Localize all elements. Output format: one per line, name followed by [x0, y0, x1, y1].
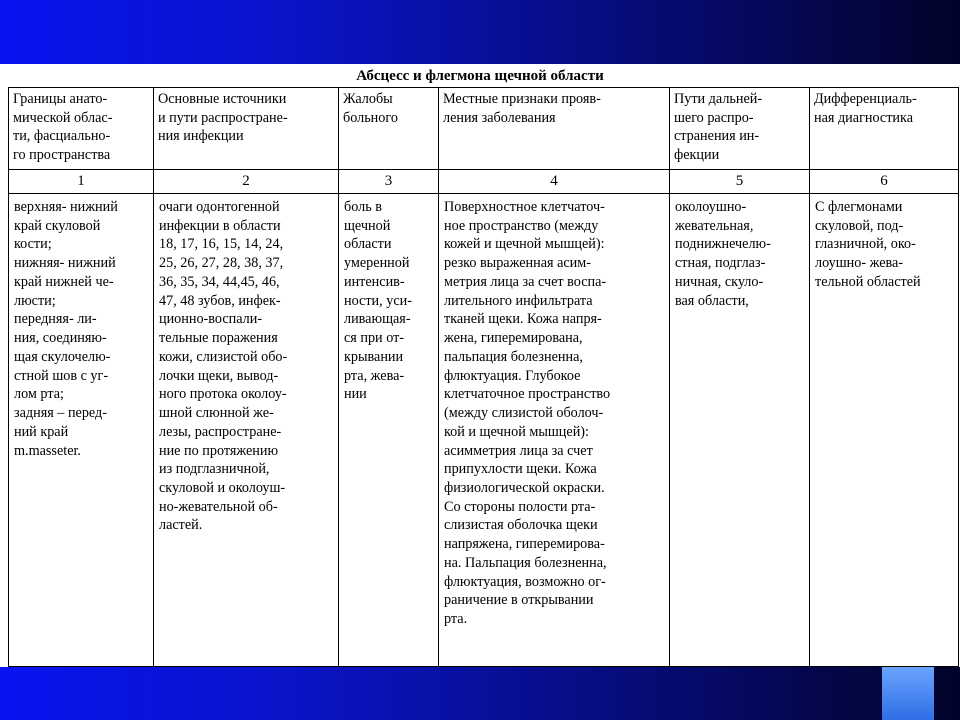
table-cell-local-signs: Поверхностное клетчаточ- ное пространство (между кожей и щечной мышцей): резко выраженная асим- метрия лица за счет воспа- лительного инфильтрата тканей щеки. Кожа напря- жена, гиперемирована, пальпация болезненна, флюктуация. Глубокое клетчаточное пространство (между слизистой оболоч- кой и щечной мышцей): асимметрия лица за счет припухлости щеки. Кожа физиологической окраски. Со стороны полости рта- слизистая оболочка щеки напряжена, гиперемирова- на. Пальпация болезненна, флюктуация, возможно ог- раничение в открывании рта. [439, 194, 670, 667]
table-row [9, 194, 959, 667]
table-cell-differential: С флегмонами скуловой, под- глазничной, око- лоушно- жева- тельной областей [810, 194, 959, 667]
table-header-row [9, 88, 959, 170]
column-header: Местные признаки прояв- ления заболевания [439, 88, 670, 170]
column-header: Пути дальней- шего распро- странения ин- фекции [670, 88, 810, 170]
column-header: Границы анато- мической облас- ти, фасциально- го пространства [9, 88, 154, 170]
table-cell-spread-paths: околоушно- жевательная, поднижнечелю- стная, подглаз- ничная, скуло- вая области, [670, 194, 810, 667]
column-number: 5 [670, 170, 810, 194]
column-header: Основные источники и пути распростране- ния инфекции [154, 88, 339, 170]
top-decorative-band [0, 0, 960, 64]
column-number-row [9, 170, 959, 194]
page-title: Абсцесс и флегмона щечной области [356, 68, 604, 84]
column-number: 3 [339, 170, 439, 194]
column-header: Жалобы больного [339, 88, 439, 170]
column-number: 2 [154, 170, 339, 194]
table-cell-borders: верхняя- нижний край скуловой кости; нижняя- нижний край нижней че- люсти; передняя- ли- ния, соединяю- щая скулочелю- стной шов с уг- лом рта; задняя – перед- ний край m.masseter. [9, 194, 154, 667]
column-number: 4 [439, 170, 670, 194]
data-table [8, 87, 959, 667]
bottom-decorative-band [0, 667, 960, 720]
column-header: Дифференциаль- ная диагностика [810, 88, 959, 170]
table-cell-complaints: боль в щечной области умеренной интенсив- ности, уси- ливающая- ся при от- крывании рта, жева- нии [339, 194, 439, 667]
table-cell-sources: очаги одонтогенной инфекции в области 18, 17, 16, 15, 14, 24, 25, 26, 27, 28, 38, 37, 36, 35, 34, 44,45, 46, 47, 48 зубов, инфек- ционно-воспали- тельные поражения кожи, слизистой обо- лочки щеки, вывод- ного протока околоу- шной слюнной же- лезы, распростране- ние по протяжению из подглазничной, скуловой и околоуш- но-жевательной об- ластей. [154, 194, 339, 667]
column-number: 1 [9, 170, 154, 194]
column-number: 6 [810, 170, 959, 194]
accent-square [882, 667, 934, 720]
